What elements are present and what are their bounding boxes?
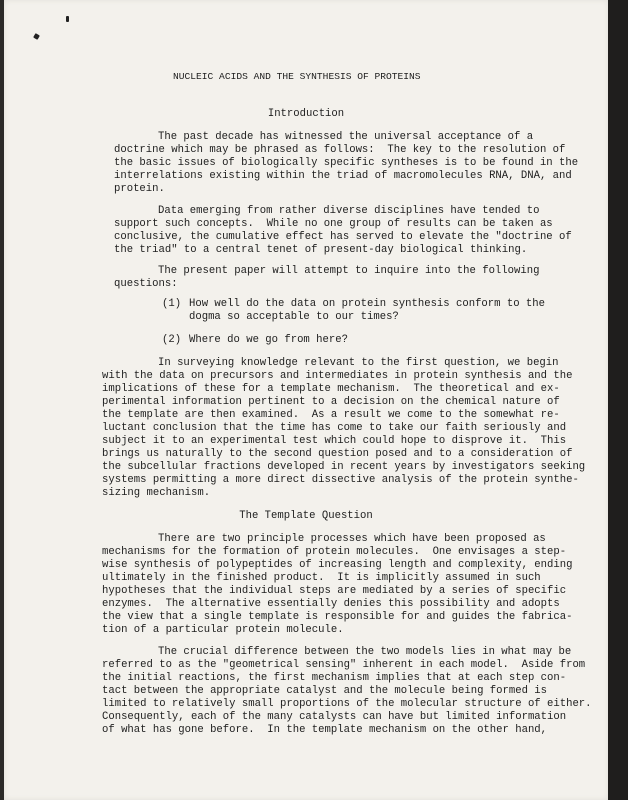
text-line: doctrine which may be phrased as follows: The key to the resolution of bbox=[114, 144, 566, 156]
text-line: The crucial difference between the two models lies in what may be bbox=[158, 646, 572, 658]
text-line: tact between the appropriate catalyst and the molecule being formed is bbox=[102, 685, 548, 697]
text-line: the template are then examined. As a result we come to the somewhat re- bbox=[102, 409, 560, 421]
text-line: the initial reactions, the first mechanism implies that at each step con- bbox=[102, 672, 567, 684]
text-line: with the data on precursors and intermediates in protein synthesis and the bbox=[102, 370, 573, 382]
text-line: The past decade has witnessed the universal acceptance of a bbox=[158, 131, 534, 143]
text-line: sizing mechanism. bbox=[102, 487, 211, 499]
document-title: NUCLEIC ACIDS AND THE SYNTHESIS OF PROTEINS bbox=[173, 71, 421, 82]
text-line: subject it to an experimental test which could hope to disprove it. This bbox=[102, 435, 567, 447]
text-line: limited to relatively small proportions of the molecular structure of either. bbox=[102, 698, 592, 710]
text-line: interrelations existing within the triad of macromolecules RNA, DNA, and bbox=[114, 170, 572, 182]
text-line: the triad" to a central tenet of present-day biological thinking. bbox=[114, 244, 528, 256]
text-line: protein. bbox=[114, 183, 165, 195]
text-line: conclusive, the cumulative effect has served to elevate the "doctrine of bbox=[114, 231, 572, 243]
text-line: implications of these for a template mechanism. The theoretical and ex- bbox=[102, 383, 560, 395]
text-line: In surveying knowledge relevant to the first question, we begin bbox=[158, 357, 559, 369]
question-line: dogma so acceptable to our times? bbox=[189, 311, 399, 323]
text-line: support such concepts. While no one group of results can be taken as bbox=[114, 218, 553, 230]
text-line: luctant conclusion that the time has come to take our faith seriously and bbox=[102, 422, 567, 434]
text-line: perimental information pertinent to a decision on the chemical nature of bbox=[102, 396, 560, 408]
text-line: the view that a single template is responsible for and guides the fabrica- bbox=[102, 611, 573, 623]
text-line: the basic issues of biologically specific syntheses is to be found in the bbox=[114, 157, 579, 169]
text-line: systems permitting a more direct dissective analysis of the protein synthe- bbox=[102, 474, 579, 486]
text-line: ultimately in the finished product. It is implicitly assumed in such bbox=[102, 572, 541, 584]
text-line: Data emerging from rather diverse disciplines have tended to bbox=[158, 205, 540, 217]
text-line: There are two principle processes which have been proposed as bbox=[158, 533, 546, 545]
text-line: tion of a particular protein molecule. bbox=[102, 624, 344, 636]
question-line: How well do the data on protein synthesis conform to the bbox=[189, 298, 546, 310]
typed-text bbox=[4, 0, 608, 758]
text-line: referred to as the "geometrical sensing" inherent in each model. Aside from bbox=[102, 659, 586, 671]
text-line: Consequently, each of the many catalysts can have but limited information bbox=[102, 711, 567, 723]
text-line: wise synthesis of polypeptides of increasing length and complexity, ending bbox=[102, 559, 573, 571]
document-page bbox=[4, 0, 608, 800]
section-heading: The Template Question bbox=[239, 510, 373, 522]
question-number: (2) bbox=[162, 334, 182, 346]
scan-border bbox=[608, 0, 628, 800]
question-line: Where do we go from here? bbox=[189, 334, 348, 346]
text-line: hypotheses that the individual steps are mediated by a series of specific bbox=[102, 585, 567, 597]
text-line: enzymes. The alternative essentially denies this possibility and adopts bbox=[102, 598, 560, 610]
text-line: brings us naturally to the second question posed and to a consideration of bbox=[102, 448, 573, 460]
text-line: mechanisms for the formation of protein molecules. One envisages a step- bbox=[102, 546, 567, 558]
text-line: of what has gone before. In the template mechanism on the other hand, bbox=[102, 724, 548, 736]
text-line: The present paper will attempt to inquire into the following bbox=[158, 265, 540, 277]
section-heading: Introduction bbox=[267, 108, 345, 120]
question-number: (1) bbox=[162, 298, 182, 310]
text-line: the subcellular fractions developed in recent years by investigators seeking bbox=[102, 461, 586, 473]
text-line: questions: bbox=[114, 278, 178, 290]
